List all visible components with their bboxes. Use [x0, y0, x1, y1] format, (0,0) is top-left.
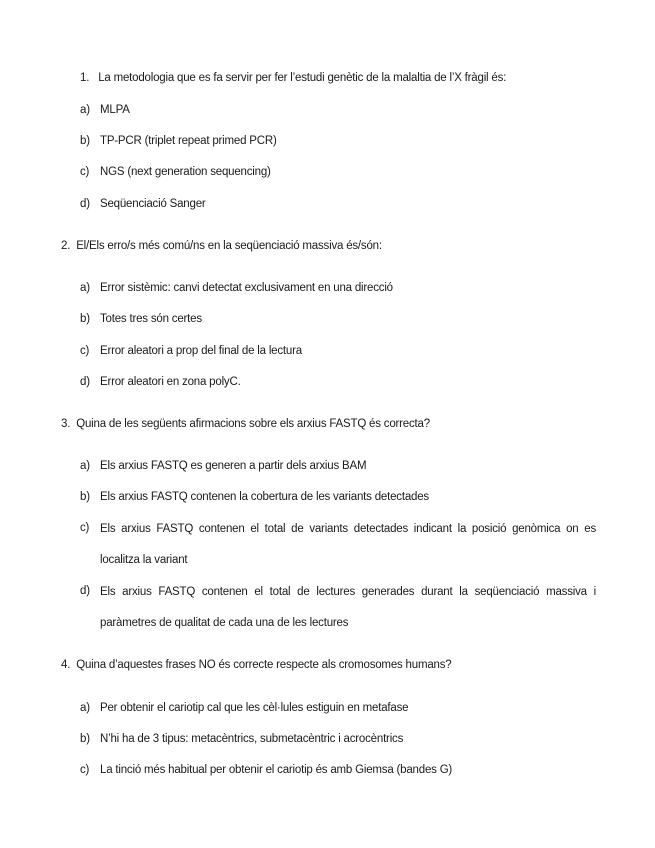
question-text: La metodologia que es fa servir per fer l’estudi genètic de la malaltia de l’X fràgil és: [98, 72, 507, 84]
option-text-line-1: Els arxius FASTQ contenen el total de variants detectades indicant la posició genòmica on es [100, 523, 596, 535]
option-text: NGS (next generation sequencing) [100, 166, 271, 178]
option-label: b) [80, 733, 90, 745]
option-text: N’hi ha de 3 tipus: metacèntrics, submetacèntric i acrocèntrics [100, 733, 404, 745]
option-label: a) [80, 282, 90, 294]
question-2 [61, 240, 382, 252]
option-text-line-1: Els arxius FASTQ contenen el total de lectures generades durant la seqüenciació massiva i [100, 586, 596, 598]
option-text: Error aleatori a prop del final de la lectura [100, 345, 302, 357]
option-text: MLPA [100, 104, 130, 116]
option-text: Error sistèmic: canvi detectat exclusivament en una direcció [100, 282, 393, 294]
option-text: Error aleatori en zona polyC. [100, 376, 241, 388]
option-label: c) [80, 166, 90, 178]
option-text [100, 514, 596, 576]
option-text: Els arxius FASTQ contenen la cobertura de les variants detectades [100, 491, 429, 503]
option-text: La tinció més habitual per obtenir el cariotip és amb Giemsa (bandes G) [100, 764, 453, 776]
question-text: Quina d’aquestes frases NO és correcte respecte als cromosomes humans? [76, 659, 452, 671]
option-label: b) [80, 491, 90, 503]
option-text [100, 577, 596, 639]
option-label: b) [80, 135, 90, 147]
question-3 [61, 418, 430, 430]
question-number: 3. [61, 418, 71, 430]
question-text: Quina de les següents afirmacions sobre els arxius FASTQ és correcta? [76, 418, 430, 430]
question-number: 1. [80, 72, 90, 84]
option-text: Els arxius FASTQ es generen a partir dels arxius BAM [100, 460, 367, 472]
option-text-line-2: localitza la variant [100, 554, 188, 566]
option-label: c) [80, 522, 90, 534]
option-label: c) [80, 345, 90, 357]
option-label: d) [80, 585, 90, 597]
option-text: Seqüenciació Sanger [100, 198, 206, 210]
option-text: TP-PCR (triplet repeat primed PCR) [100, 135, 277, 147]
question-text: El/Els erro/s més comú/ns en la seqüenciació massiva és/són: [76, 240, 382, 252]
option-text-line-2: paràmetres de qualitat de cada una de les lectures [100, 617, 349, 629]
option-text: Per obtenir el cariotip cal que les cèl·lules estiguin en metafase [100, 702, 409, 714]
question-1 [80, 72, 506, 84]
option-label: a) [80, 460, 90, 472]
option-label: a) [80, 702, 90, 714]
option-label: a) [80, 104, 90, 116]
question-number: 2. [61, 240, 71, 252]
question-4 [61, 659, 451, 671]
option-text: Totes tres són certes [100, 313, 202, 325]
option-label: d) [80, 376, 90, 388]
option-label: b) [80, 313, 90, 325]
option-label: c) [80, 764, 90, 776]
option-label: d) [80, 198, 90, 210]
question-number: 4. [61, 659, 71, 671]
